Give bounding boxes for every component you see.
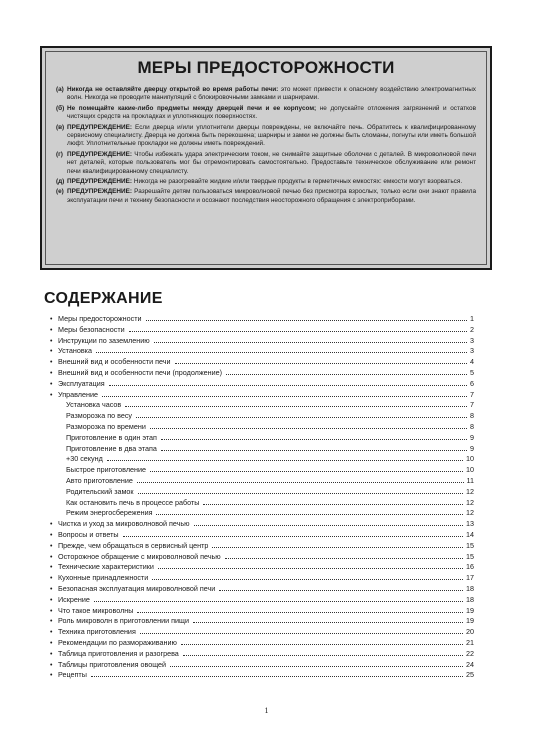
toc-entry[interactable] [50, 616, 474, 627]
toc-entry-page: 3 [470, 335, 474, 345]
toc-entry-page: 13 [466, 519, 474, 529]
dot-leader [109, 385, 467, 386]
toc-entry-label: Прежде, чем обращаться в сервисный центр [58, 540, 209, 550]
toc-entry[interactable] [50, 357, 474, 368]
precautions-box [40, 46, 492, 270]
precaution-body: это может привести к опасному воздействию электромагнитных волн. Никогда не проводите манипуляций с блокировочными замками и шарнирами. [67, 86, 476, 102]
bullet-icon: • [50, 348, 53, 356]
toc-entry-page: 15 [466, 540, 474, 550]
toc-entry-label: Таблица приготовления и разогрева [58, 648, 179, 658]
toc-entry-label: Эксплуатация [58, 378, 105, 388]
toc-subentry[interactable] [50, 508, 474, 519]
toc-subentry[interactable] [50, 476, 474, 487]
dot-leader [96, 352, 467, 353]
toc-entry-page: 19 [466, 605, 474, 615]
bullet-icon: • [50, 359, 53, 367]
toc-entry[interactable] [50, 627, 474, 638]
bullet-icon: • [50, 661, 53, 669]
toc-entry-page: 12 [466, 497, 474, 507]
dot-leader [150, 471, 463, 472]
toc-entry[interactable] [50, 573, 474, 584]
toc-entry-label: Родительский замок [66, 486, 134, 496]
toc-entry-label: Технические характеристики [58, 562, 154, 572]
toc-entry-label: Авто приготовление [66, 475, 133, 485]
dot-leader [158, 568, 463, 569]
toc-entry-page: 18 [466, 594, 474, 604]
toc-entry-page: 19 [466, 616, 474, 626]
dot-leader [219, 590, 463, 591]
dot-leader [161, 439, 467, 440]
dot-leader [91, 676, 463, 677]
dot-leader [225, 558, 463, 559]
bullet-icon: • [50, 337, 53, 345]
bullet-icon: • [50, 672, 53, 680]
precaution-lead: ПРЕДУПРЕЖДЕНИЕ: [67, 150, 133, 158]
bullet-icon: • [50, 639, 53, 647]
precaution-lead: Никогда не оставляйте дверцу открытой во время работы печи: [67, 86, 279, 93]
precaution-body: Чтобы избежать удара электрическим током, не снимайте защитные оболочки с деталей. В микроволновой печи нет деталей, которые пользователь мог бы отремонтировать самостоятельно. Предоставьте техническое обслуживание или ремонт печи квалифицированному специалисту. [67, 150, 476, 175]
bullet-icon: • [50, 607, 53, 615]
bullet-icon: • [50, 542, 53, 550]
toc-entry-page: 22 [466, 648, 474, 658]
bullet-icon: • [50, 629, 53, 637]
toc-subentry[interactable] [50, 487, 474, 498]
dot-leader [146, 320, 467, 321]
toc-entry[interactable] [50, 649, 474, 660]
bullet-icon: • [50, 316, 53, 323]
toc-entry-label: Приготовление в два этапа [66, 443, 157, 453]
toc-entry-label: Что такое микроволны [58, 605, 134, 615]
precaution-item [56, 124, 476, 149]
dot-leader [137, 612, 463, 613]
toc-entry-label: +30 секунд [66, 454, 103, 464]
toc-entry-label: Внешний вид и особенности печи (продолжение) [58, 367, 223, 377]
page-number: 1 [264, 706, 269, 715]
toc-entry[interactable] [50, 530, 474, 541]
toc-entry[interactable] [50, 390, 474, 401]
bullet-icon: • [50, 650, 53, 658]
toc-entry-label: Рекомендации по размораживанию [58, 637, 177, 647]
dot-leader [154, 342, 467, 343]
precaution-lead: ПРЕДУПРЕЖДЕНИЕ: [67, 178, 133, 186]
toc-entry-page: 4 [470, 357, 474, 367]
toc-entry-page: 9 [470, 443, 474, 453]
toc-entry-label: Управление [58, 389, 98, 399]
bullet-icon: • [50, 380, 53, 388]
precaution-item [56, 188, 476, 205]
toc-entry[interactable] [50, 670, 474, 681]
toc-entry-page: 11 [466, 475, 474, 485]
toc-entry-label: Внешний вид и особенности печи [58, 357, 171, 367]
dot-leader [150, 428, 467, 429]
toc-entry-page: 25 [466, 670, 474, 680]
toc-subentry[interactable] [50, 454, 474, 465]
toc-entry-page: 18 [466, 583, 474, 593]
precaution-text [67, 86, 476, 103]
precaution-marker: (а) [56, 86, 64, 93]
toc-entry[interactable] [50, 379, 474, 390]
dot-leader [140, 633, 463, 634]
dot-leader [156, 514, 463, 515]
toc-entry-page: 15 [466, 551, 474, 561]
toc-entry-label: Как остановить печь в процессе работы [66, 497, 200, 507]
toc-entry-page: 7 [470, 389, 474, 399]
precaution-body: Никогда не разогревайте жидкие и/или твердые продукты в герметичных емкостях: емкости могут взорваться. [132, 178, 463, 186]
toc-subentry[interactable] [50, 422, 474, 433]
dot-leader [203, 504, 463, 505]
toc-entry-page: 10 [466, 465, 474, 475]
toc-entry-label: Установка [58, 346, 92, 356]
precautions-list [56, 86, 476, 205]
toc-entry-page: 7 [470, 400, 474, 410]
toc-entry[interactable] [50, 562, 474, 573]
toc-entry-page: 6 [470, 378, 474, 388]
precaution-body: Если дверца и/или уплотнители дверцы повреждены, не включайте печь. Обратитесь к квалифицированному сервисному специалисту. Дверца не должна быть перекошена; шарниры и замки не должны быть сломаны, погнуты или иметь большой люфт. Уплотнительные прокладки не должны иметь повреждений. [67, 123, 476, 148]
toc-entry[interactable] [50, 541, 474, 552]
precaution-lead: Не помещайте какие-либо предметы между дверцей печи и ее корпусом; [67, 104, 317, 112]
precaution-body: не допускайте отложения загрязнений и остатков чистящих средств на прокладках и уплотняющих поверхностях. [67, 104, 476, 121]
toc-entry[interactable] [50, 519, 474, 530]
toc-subentry[interactable] [50, 400, 474, 411]
dot-leader [123, 536, 463, 537]
toc-entry-label: Меры предосторожности [58, 314, 142, 323]
dot-leader [137, 482, 464, 483]
toc-entry-label: Осторожное обращение с микроволновой печью [58, 551, 221, 561]
toc-entry[interactable] [50, 325, 474, 336]
precaution-item [56, 151, 476, 176]
dot-leader [107, 460, 463, 461]
toc-entry-label: Роль микроволн в приготовлении пищи [58, 616, 189, 626]
toc-entry-page: 1 [470, 314, 474, 323]
contents-title: СОДЕРЖАНИЕ [44, 290, 163, 307]
precaution-lead: ПРЕДУПРЕЖДЕНИЕ: [67, 188, 133, 196]
toc-subentry[interactable] [50, 465, 474, 476]
dot-leader [152, 579, 463, 580]
dot-leader [175, 363, 467, 364]
toc-entry-label: Режим энергосбережения [66, 508, 153, 518]
dot-leader [138, 493, 463, 494]
toc-entry-label: Установка часов [66, 400, 122, 410]
toc-entry-label: Разморозка по весу [66, 411, 133, 421]
precaution-item [56, 105, 476, 122]
precautions-inner [45, 51, 487, 265]
toc-entry-page: 21 [466, 637, 474, 647]
dot-leader [181, 644, 463, 645]
toc-entry-page: 24 [466, 659, 474, 669]
toc-subentry[interactable] [50, 498, 474, 509]
toc-entry-label: Техника приготовления [58, 627, 136, 637]
dot-leader [161, 450, 467, 451]
toc-entry-page: 2 [470, 324, 474, 334]
precaution-marker: (е) [56, 188, 64, 196]
toc-entry-label: Безопасная эксплуатация микроволновой печи [58, 583, 216, 593]
precaution-text [67, 105, 476, 122]
toc-entry[interactable] [50, 595, 474, 606]
dot-leader [183, 655, 463, 656]
precaution-marker: (г) [56, 150, 63, 158]
precaution-body: Разрешайте детям пользоваться микроволновой печью без присмотра взрослых, только если они знают правила эксплуатации печи и технику безопасности и осознают последствия неосторожного обращения с электроприборами. [67, 188, 476, 204]
bullet-icon: • [50, 553, 53, 561]
bullet-icon: • [50, 521, 53, 529]
bullet-icon: • [50, 531, 53, 539]
toc-entry[interactable] [50, 314, 474, 325]
precautions-title: МЕРЫ ПРЕДОСТОРОЖНОСТИ [137, 58, 395, 77]
dot-leader [212, 547, 463, 548]
toc-subentry[interactable] [50, 433, 474, 444]
precaution-marker: (б) [56, 104, 65, 112]
precaution-marker: (д) [56, 178, 65, 186]
toc-entry-page: 9 [470, 432, 474, 442]
toc-entry-label: Разморозка по времени [66, 421, 146, 431]
toc-subentry[interactable] [50, 444, 474, 455]
toc-entry-page: 12 [466, 486, 474, 496]
toc-entry-label: Искрение [58, 594, 90, 604]
precaution-lead: ПРЕДУПРЕЖДЕНИЕ: [67, 123, 133, 131]
bullet-icon: • [50, 618, 53, 626]
toc-entry-page: 16 [466, 562, 474, 572]
dot-leader [94, 601, 463, 602]
precaution-text [67, 151, 476, 176]
bullet-icon: • [50, 596, 53, 604]
toc-entry[interactable] [50, 336, 474, 347]
precaution-marker: (в) [56, 123, 65, 131]
toc-entry-label: Меры безопасности [58, 324, 125, 334]
toc-entry-label: Чистка и уход за микроволновой печью [58, 519, 190, 529]
toc-entry[interactable] [50, 346, 474, 357]
toc-entry-label: Быстрое приготовление [66, 465, 146, 475]
toc-entry-page: 5 [470, 367, 474, 377]
toc-entry-label: Рецепты [58, 670, 87, 680]
precaution-text [67, 124, 476, 149]
bullet-icon: • [50, 564, 53, 572]
bullet-icon: • [50, 575, 53, 583]
toc-entry-page: 17 [466, 573, 474, 583]
dot-leader [125, 406, 467, 407]
toc-subentry[interactable] [50, 411, 474, 422]
toc-entry[interactable] [50, 368, 474, 379]
dot-leader [193, 622, 463, 623]
bullet-icon: • [50, 326, 53, 334]
dot-leader [226, 374, 467, 375]
bullet-icon: • [50, 369, 53, 377]
table-of-contents [50, 314, 474, 681]
toc-entry[interactable] [50, 552, 474, 563]
toc-entry-label: Вопросы и ответы [58, 529, 119, 539]
precaution-item [56, 86, 476, 103]
dot-leader [136, 417, 467, 418]
toc-entry[interactable] [50, 638, 474, 649]
precaution-text [67, 188, 476, 205]
dot-leader [102, 396, 467, 397]
toc-entry-page: 10 [466, 454, 474, 464]
toc-entry-page: 12 [466, 508, 474, 518]
bullet-icon: • [50, 391, 53, 399]
toc-entry-page: 8 [470, 421, 474, 431]
dot-leader [129, 331, 467, 332]
toc-entry-label: Таблицы приготовления овощей [58, 659, 167, 669]
precaution-text [67, 178, 476, 186]
dot-leader [170, 666, 463, 667]
toc-entry-label: Приготовление в один этап [66, 432, 157, 442]
toc-entry[interactable] [50, 606, 474, 617]
toc-entry[interactable] [50, 660, 474, 671]
toc-entry-label: Инструкции по заземлению [58, 335, 150, 345]
toc-entry-label: Кухонные принадлежности [58, 573, 149, 583]
toc-entry-page: 20 [466, 627, 474, 637]
precaution-item [56, 178, 476, 186]
toc-entry-page: 8 [470, 411, 474, 421]
toc-entry-page: 14 [466, 529, 474, 539]
dot-leader [194, 525, 463, 526]
toc-entry-page: 3 [470, 346, 474, 356]
bullet-icon: • [50, 585, 53, 593]
toc-entry[interactable] [50, 584, 474, 595]
